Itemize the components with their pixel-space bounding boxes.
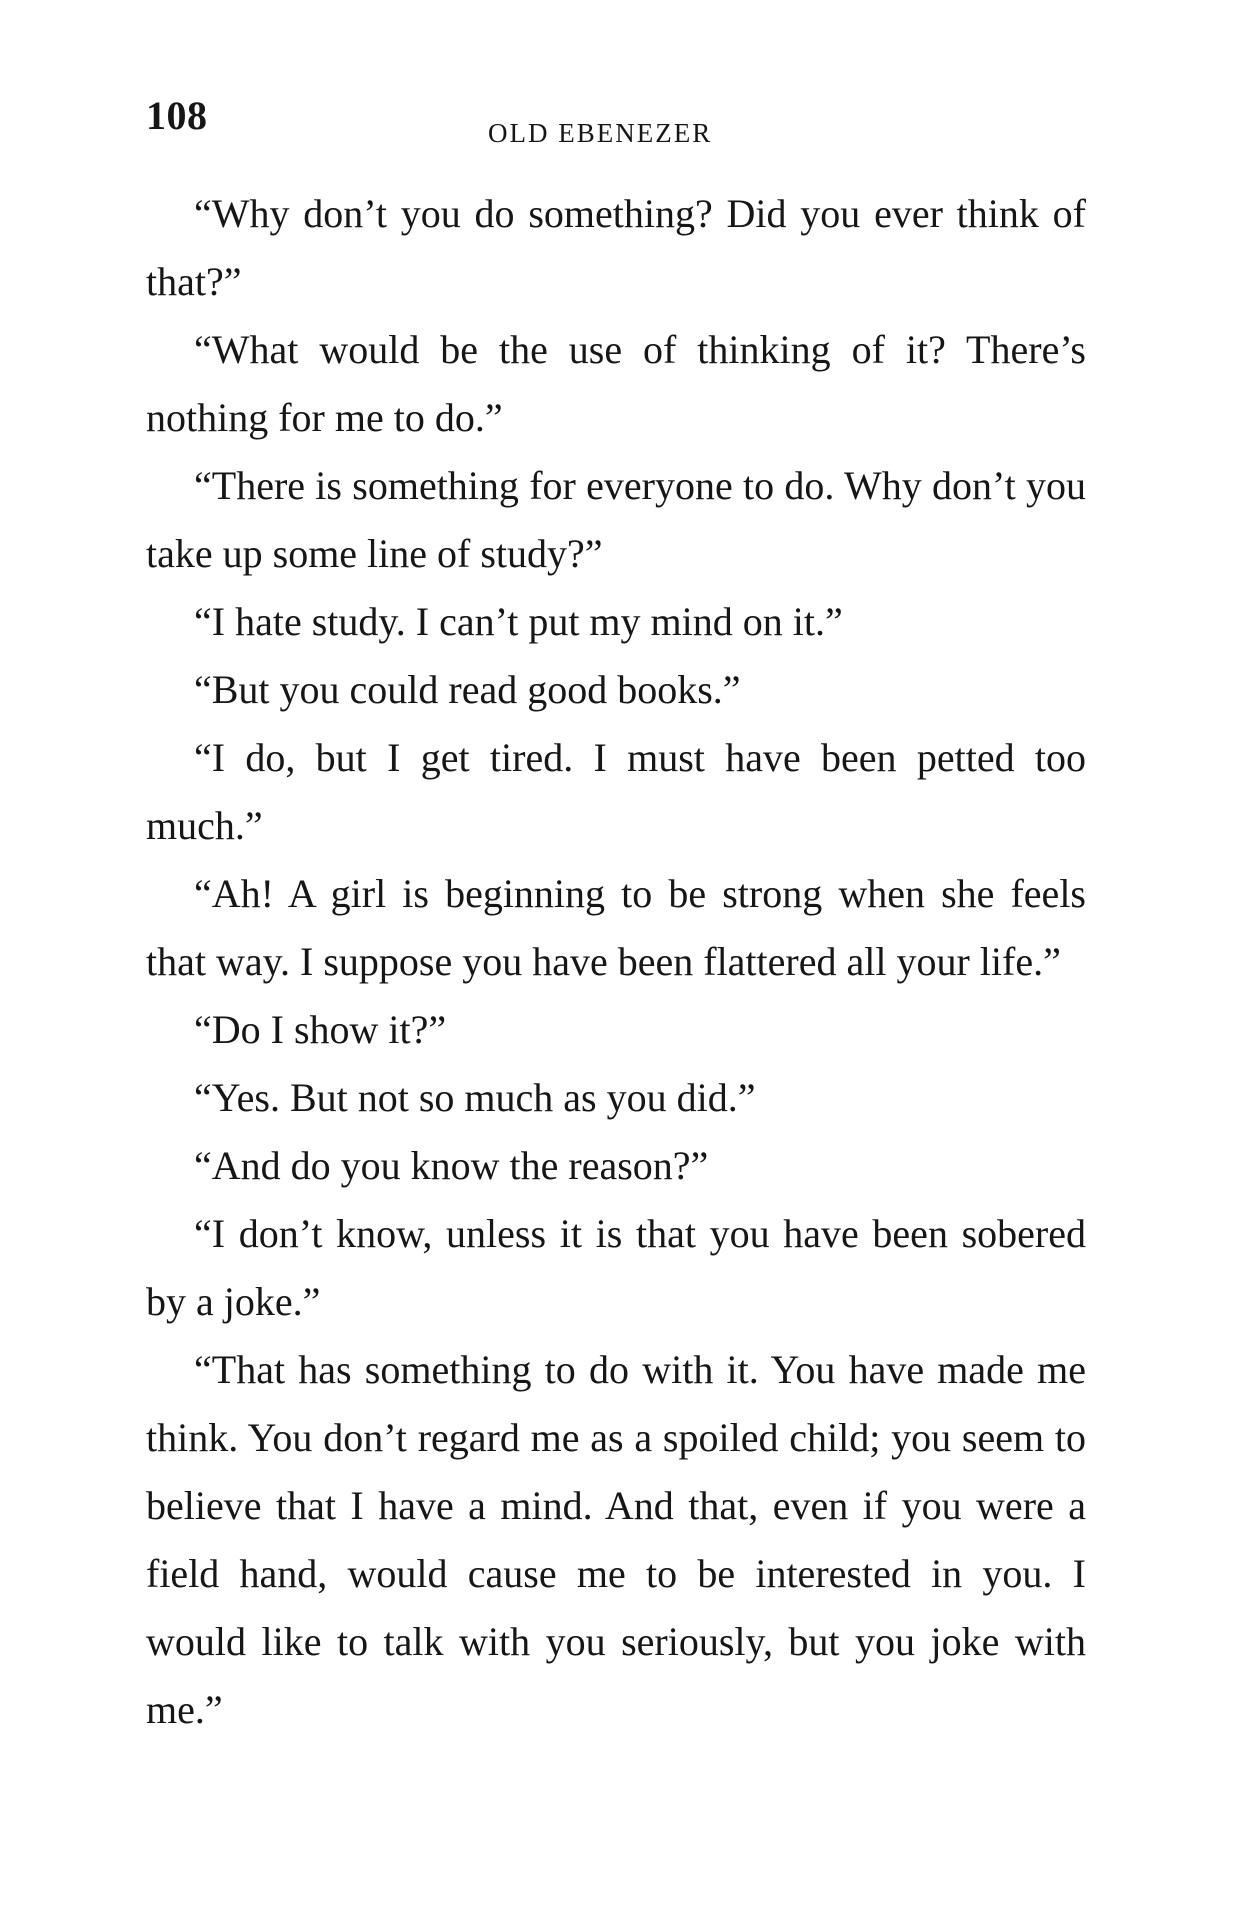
paragraph: “Ah! A girl is beginning to be strong when she feels that way. I suppose you have been flattered all your life.” bbox=[146, 871, 1086, 984]
running-title: OLD EBENEZER bbox=[488, 118, 713, 148]
page-number: 108 bbox=[146, 93, 208, 138]
paragraph: “I don’t know, unless it is that you have been sobered by a joke.” bbox=[146, 1211, 1086, 1324]
paragraph: “What would be the use of thinking of it? There’s nothing for me to do.” bbox=[146, 327, 1086, 440]
paragraph: “But you could read good books.” bbox=[194, 667, 741, 712]
body-text bbox=[146, 180, 1086, 1744]
paragraph: “Yes. But not so much as you did.” bbox=[194, 1075, 756, 1120]
paragraph: “I do, but I get tired. I must have been petted too much.” bbox=[146, 735, 1086, 848]
paragraph: “There is something for everyone to do. Why don’t you take up some line of study?” bbox=[146, 463, 1086, 576]
paragraph: “Why don’t you do something? Did you ever think of that?” bbox=[146, 191, 1086, 304]
paragraph: “Do I show it?” bbox=[194, 1007, 447, 1052]
paragraph: “I hate study. I can’t put my mind on it.” bbox=[194, 599, 843, 644]
paragraph: “And do you know the reason?” bbox=[194, 1143, 709, 1188]
paragraph: “That has something to do with it. You have made me think. You don’t regard me as a spoiled child; you seem to believe that I have a mind. And that, even if you were a field hand, would cause me to be interested in you. I would like to talk with you seriously, but you joke with me.” bbox=[146, 1347, 1086, 1732]
